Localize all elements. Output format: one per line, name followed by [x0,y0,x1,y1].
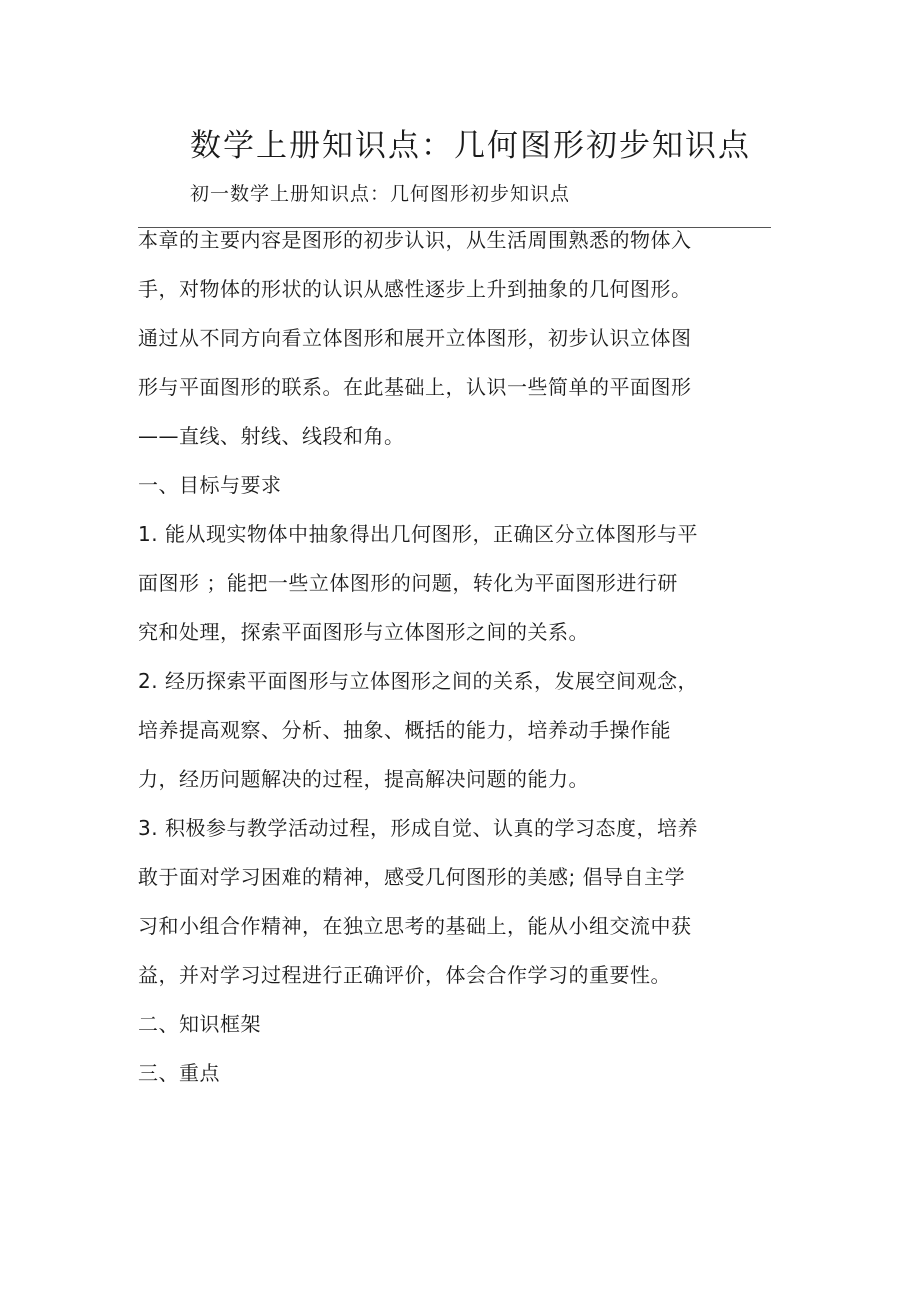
section-heading-framework: 二、知识框架 [138,1012,261,1036]
section-heading-keypoints: 三、重点 [138,1061,220,1085]
section-heading-goals: 一、目标与要求 [138,473,282,497]
goal-item-1: 1. 能从现实物体中抽象得出几何图形，正确区分立体图形与平面图形 ；能把一些立体图形的问题，转化为平面图形进行研究和处理，探索平面图形与立体图形之间的关系。 [138,522,698,644]
document-subtitle: 初一数学上册知识点：几何图形初步知识点 [190,183,571,205]
goal-item-3: 3. 积极参与教学活动过程，形成自觉、认真的学习态度，培养敢于面对学习困难的精神，感受几何图形的美感; 倡导自主学习和小组合作精神，在独立思考的基础上，能从小组交流中获益，并对学习过程进行正确评价，体会合作学习的重要性。 [138,816,698,987]
intro-paragraph: 本章的主要内容是图形的初步认识，从生活周围熟悉的物体入手，对物体的形状的认识从感性逐步上升到抽象的几何图形。通过从不同方向看立体图形和展开立体图形，初步认识立体图形与平面图形的联系。在此基础上，认识一些简单的平面图形——直线、射线、线段和角。 [138,228,692,448]
goal-item-2: 2. 经历探索平面图形与立体图形之间的关系，发展空间观念，培养提高观察、分析、抽象、概括的能力，培养动手操作能力，经历问题解决的过程，提高解决问题的能力。 [138,669,698,791]
document-body [138,216,698,1098]
document-title: 数学上册知识点：几何图形初步知识点 [190,128,751,164]
